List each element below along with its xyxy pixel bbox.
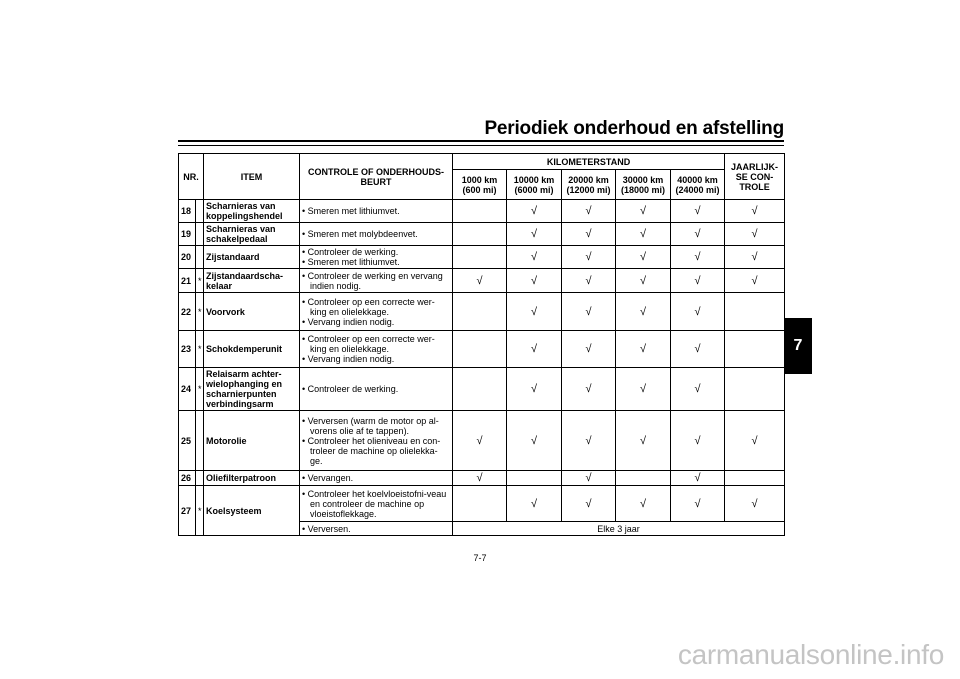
check-mark: √ [671,269,725,293]
control-bullet: • Controleer op een correcte wer-king en olielekkage. [302,334,435,354]
header-km-40000: 40000 km (24000 mi) [671,170,725,200]
empty-cell [725,331,785,368]
check-mark: √ [616,246,671,269]
chapter-tab: 7 [784,318,812,374]
control-bullet: • Vervang indien nodig. [302,354,395,364]
row-number: 27 [179,486,196,536]
control-cell [300,368,453,411]
check-mark: √ [671,200,725,223]
empty-cell [616,471,671,486]
empty-cell [453,200,507,223]
watermark: carmanualsonline.info [677,639,944,670]
table-row [179,331,785,368]
control-bullet: • Controleer de werking. [302,384,399,394]
control-cell [300,269,453,293]
page-title: Periodiek onderhoud en afstelling [484,118,784,139]
interval-note: Elke 3 jaar [453,522,785,536]
check-mark: √ [616,223,671,246]
page-number: 7-7 [473,553,487,563]
row-item: Scharnieras van koppelingshendel [204,200,300,223]
row-star: * [196,486,204,536]
control-bullet: • Controleer de werking en vervang indien nodig. [302,270,443,291]
row-number: 26 [179,471,196,486]
table-row [179,269,785,293]
empty-cell [453,331,507,368]
check-mark: √ [725,246,785,269]
control-cell [300,200,453,223]
header-control: CONTROLE OF ONDERHOUDS-BEURT [300,154,453,200]
table-row [179,411,785,471]
check-mark: √ [562,331,616,368]
check-mark: √ [562,269,616,293]
row-number: 22 [179,293,196,331]
row-number: 25 [179,411,196,471]
check-mark: √ [453,269,507,293]
row-number: 24 [179,368,196,411]
check-mark: √ [453,471,507,486]
header-km-1000: 1000 km (600 mi) [453,170,507,200]
control-cell [300,486,453,522]
row-number: 19 [179,223,196,246]
empty-cell [507,471,562,486]
check-mark: √ [616,331,671,368]
check-mark: √ [562,200,616,223]
check-mark: √ [507,269,562,293]
check-mark: √ [616,293,671,331]
row-star [196,471,204,486]
check-mark: √ [725,200,785,223]
maintenance-table [178,153,785,536]
control-bullet: • Verversen (warm de motor op al-vorens olie af te tappen). [302,415,439,436]
control-cell [300,293,453,331]
check-mark: √ [725,223,785,246]
row-number: 23 [179,331,196,368]
check-mark: √ [453,411,507,471]
table-row [179,246,785,269]
header-yearly-check: JAARLIJK-SE CON-TROLE [725,154,785,200]
check-mark: √ [616,269,671,293]
check-mark: √ [562,486,616,522]
empty-cell [453,293,507,331]
check-mark: √ [562,223,616,246]
check-mark: √ [671,471,725,486]
empty-cell [453,223,507,246]
row-number: 21 [179,269,196,293]
control-bullet: • Smeren met molybdeenvet. [302,229,418,239]
check-mark: √ [671,411,725,471]
row-item: Motorolie [204,411,300,471]
check-mark: √ [725,411,785,471]
empty-cell [725,368,785,411]
check-mark: √ [562,246,616,269]
check-mark: √ [562,411,616,471]
check-mark: √ [562,471,616,486]
row-number: 18 [179,200,196,223]
table-row [179,223,785,246]
control-cell [300,331,453,368]
check-mark: √ [507,200,562,223]
row-star: * [196,368,204,411]
check-mark: √ [616,411,671,471]
control-bullet: • Vervangen. [302,473,354,483]
table-row [179,293,785,331]
check-mark: √ [671,331,725,368]
check-mark: √ [507,411,562,471]
control-cell [300,522,453,536]
check-mark: √ [507,246,562,269]
check-mark: √ [671,368,725,411]
header-km-10000: 10000 km (6000 mi) [507,170,562,200]
control-cell [300,411,453,471]
row-star [196,223,204,246]
empty-cell [453,246,507,269]
control-cell [300,471,453,486]
row-star [196,246,204,269]
check-mark: √ [616,200,671,223]
row-item: Scharnieras van schakelpedaal [204,223,300,246]
header-kilometerstand: KILOMETERSTAND [453,154,725,170]
control-bullet: • Controleer de werking. [302,247,399,257]
row-item: Schokdemperunit [204,331,300,368]
check-mark: √ [671,293,725,331]
check-mark: √ [562,293,616,331]
row-item: Zijstandaardscha-kelaar [204,269,300,293]
check-mark: √ [671,486,725,522]
row-star [196,200,204,223]
row-star: * [196,293,204,331]
table-row [179,200,785,223]
row-number: 20 [179,246,196,269]
empty-cell [725,293,785,331]
table-row [179,368,785,411]
check-mark: √ [671,223,725,246]
control-bullet: • Smeren met lithiumvet. [302,257,400,267]
control-cell [300,246,453,269]
header-km-30000: 30000 km (18000 mi) [616,170,671,200]
header-item: ITEM [204,154,300,200]
table-row [179,486,785,522]
control-bullet: • Vervang indien nodig. [302,316,395,327]
check-mark: √ [671,246,725,269]
row-item: Zijstandaard [204,246,300,269]
check-mark: √ [507,331,562,368]
check-mark: √ [507,223,562,246]
control-cell [300,223,453,246]
check-mark: √ [507,368,562,411]
row-item: Relaisarm achter-wielophanging en scharnierpunten verbindingsarm [204,368,300,411]
empty-cell [453,368,507,411]
empty-cell [453,486,507,522]
title-rule [178,140,784,142]
empty-cell [725,471,785,486]
row-star [196,411,204,471]
control-bullet: • Controleer op een correcte wer-king en olielekkage. [302,296,435,317]
row-item: Oliefilterpatroon [204,471,300,486]
check-mark: √ [725,269,785,293]
title-rule-thin [178,145,784,146]
table-row [179,471,785,486]
control-bullet: • Controleer het olieniveau en con-troleer de machine op olielekka-ge. [302,435,441,466]
check-mark: √ [562,368,616,411]
header-nr: NR. [179,154,204,200]
row-star: * [196,331,204,368]
check-mark: √ [616,486,671,522]
check-mark: √ [725,486,785,522]
row-item: Voorvork [204,293,300,331]
header-km-20000: 20000 km (12000 mi) [562,170,616,200]
check-mark: √ [616,368,671,411]
check-mark: √ [507,486,562,522]
control-bullet: • Verversen. [302,523,351,534]
control-bullet: • Controleer het koelvloeistofni-veau en controleer de machine op vloeistoflekkage. [302,488,447,519]
check-mark: √ [507,293,562,331]
control-bullet: • Smeren met lithiumvet. [302,206,400,216]
row-item: Koelsysteem [204,486,300,536]
row-star: * [196,269,204,293]
